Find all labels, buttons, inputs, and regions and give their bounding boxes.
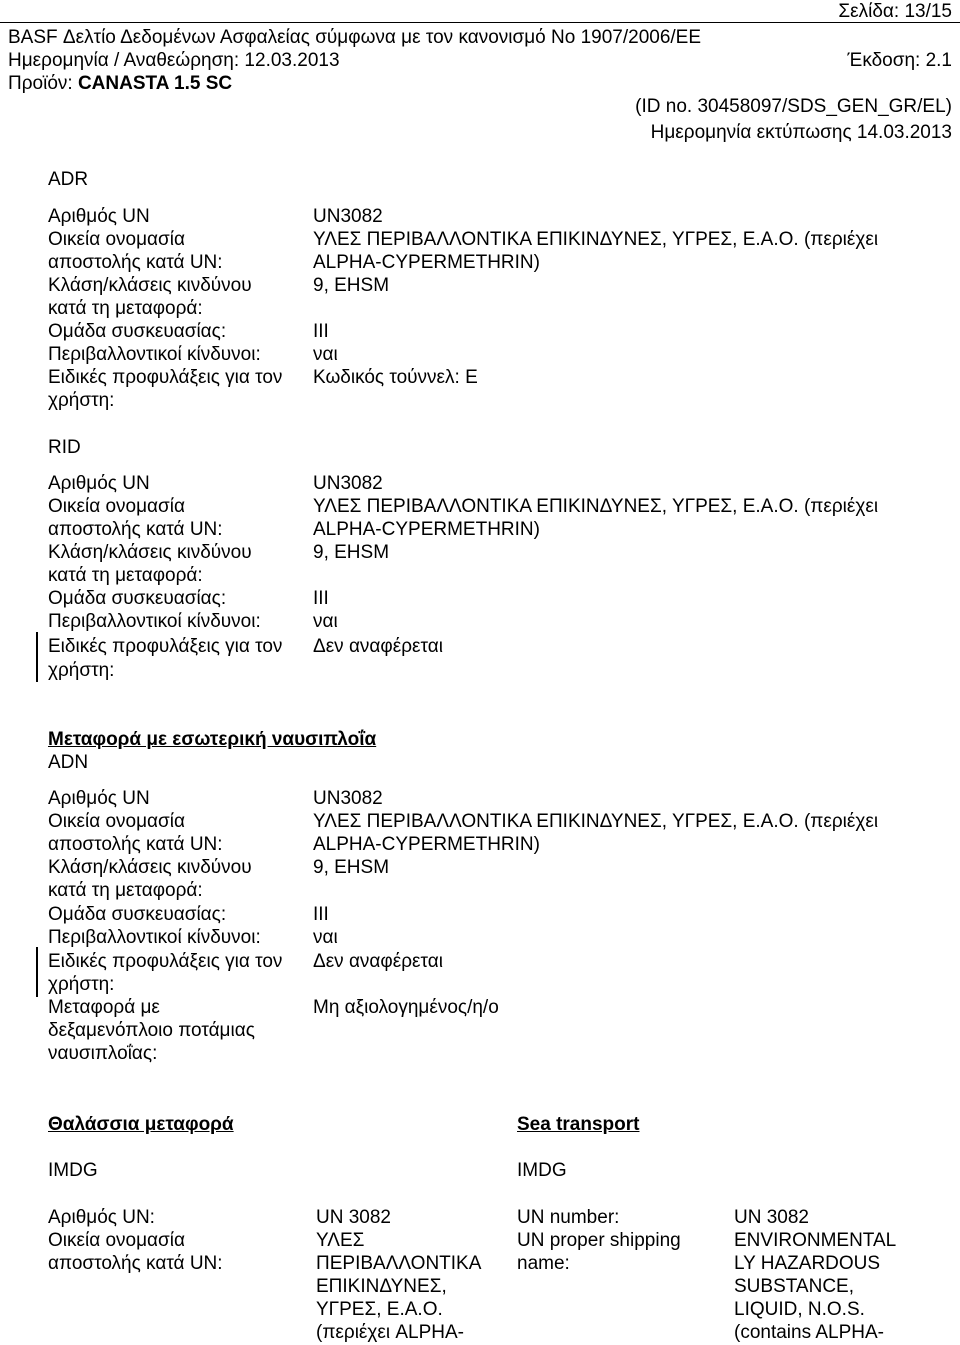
rid-value: 9, EHSM — [313, 542, 390, 563]
imdg-label-en: UN number: — [517, 1207, 620, 1228]
adn-label: αποστολής κατά UN: — [48, 834, 223, 855]
imdg-value-en: LIQUID, N.O.S. — [734, 1299, 865, 1320]
adr-label: χρήστη: — [48, 390, 115, 411]
adr-value: 9, EHSM — [313, 275, 390, 296]
imdg-heading-en: IMDG — [517, 1160, 567, 1181]
adn-label: Οικεία ονομασία — [48, 811, 185, 832]
adn-label: Κλάση/κλάσεις κινδύνου — [48, 857, 252, 878]
adr-label: Περιβαλλοντικοί κίνδυνοι: — [48, 344, 261, 365]
rid-value: III — [313, 588, 329, 609]
rid-value: ΥΛΕΣ ΠΕΡΙΒΑΛΛΟΝΤΙΚΑ ΕΠΙΚΙΝΔΥΝΕΣ, ΥΓΡΕΣ, Ε.Α.Ο. (περιέχει — [313, 496, 879, 517]
header-rule — [0, 22, 960, 23]
adr-value: ναι — [313, 344, 338, 365]
adr-label: Κλάση/κλάσεις κινδύνου — [48, 275, 252, 296]
rid-label: Αριθμός UN — [48, 473, 150, 494]
imdg-value-en: SUBSTANCE, — [734, 1276, 855, 1297]
rid-label: Περιβαλλοντικοί κίνδυνοι: — [48, 611, 261, 632]
imdg-value-en: UN 3082 — [734, 1207, 809, 1228]
adr-heading: ADR — [48, 169, 89, 190]
adr-label: κατά τη μεταφορά: — [48, 298, 203, 319]
imdg-value-en: LY HAZARDOUS — [734, 1253, 881, 1274]
rid-value: Δεν αναφέρεται — [313, 636, 443, 657]
adn-heading: ADN — [48, 752, 89, 773]
imdg-label: αποστολής κατά UN: — [48, 1253, 223, 1274]
rid-label: Ομάδα συσκευασίας: — [48, 588, 227, 609]
imdg-label-en: UN proper shipping — [517, 1230, 681, 1251]
imdg-value-en: ENVIRONMENTAL — [734, 1230, 897, 1251]
adn-value: ALPHA-CYPERMETHRIN) — [313, 834, 540, 855]
adn-value: Μη αξιολογημένος/η/ο — [313, 997, 499, 1018]
imdg-label: Οικεία ονομασία — [48, 1230, 185, 1251]
document-title: BASF Δελτίο Δεδομένων Ασφαλείας σύμφωνα με τον κανονισμό No 1907/2006/ΕΕ — [8, 27, 702, 48]
imdg-value: (περιέχει ALPHA- — [316, 1322, 464, 1343]
imdg-heading: IMDG — [48, 1160, 98, 1181]
imdg-value: ΥΓΡΕΣ, Ε.Α.Ο. — [316, 1299, 443, 1320]
adn-label: Ομάδα συσκευασίας: — [48, 904, 227, 925]
rid-label: αποστολής κατά UN: — [48, 519, 223, 540]
product-line — [8, 72, 232, 95]
adn-value: III — [313, 904, 329, 925]
adn-label: χρήστη: — [48, 974, 115, 995]
rid-label: Κλάση/κλάσεις κινδύνου — [48, 542, 252, 563]
adr-label: Ειδικές προφυλάξεις για τον — [48, 367, 283, 388]
adn-label: Μεταφορά με — [48, 997, 160, 1018]
sea-section-title: Θαλάσσια μεταφορά — [48, 1114, 234, 1135]
adr-label: Αριθμός UN — [48, 206, 150, 227]
page-number: Σελίδα: 13/15 — [838, 1, 952, 22]
adr-value: III — [313, 321, 329, 342]
adr-label: Ομάδα συσκευασίας: — [48, 321, 227, 342]
product-label: Προϊόν: — [8, 73, 78, 94]
rid-value: ALPHA-CYPERMETHRIN) — [313, 519, 540, 540]
rid-label: κατά τη μεταφορά: — [48, 565, 203, 586]
change-bar — [36, 632, 38, 682]
imdg-value: ΠΕΡΙΒΑΛΛΟΝΤΙΚΑ — [316, 1253, 482, 1274]
imdg-label: Αριθμός UN: — [48, 1207, 155, 1228]
imdg-value-en: (contains ALPHA- — [734, 1322, 884, 1343]
change-bar — [36, 947, 38, 997]
sea-section-title-en: Sea transport — [517, 1114, 640, 1135]
imdg-value: ΥΛΕΣ — [316, 1230, 365, 1251]
rid-value: UN3082 — [313, 473, 383, 494]
adr-value: ALPHA-CYPERMETHRIN) — [313, 252, 540, 273]
adn-value: Δεν αναφέρεται — [313, 951, 443, 972]
imdg-value: UN 3082 — [316, 1207, 391, 1228]
adn-value: UN3082 — [313, 788, 383, 809]
adn-label: δεξαμενόπλοιο ποτάμιας — [48, 1020, 255, 1041]
product-name: CANASTA 1.5 SC — [77, 73, 233, 94]
rid-value: ναι — [313, 611, 338, 632]
adn-value: ναι — [313, 927, 338, 948]
adr-value: ΥΛΕΣ ΠΕΡΙΒΑΛΛΟΝΤΙΚΑ ΕΠΙΚΙΝΔΥΝΕΣ, ΥΓΡΕΣ, Ε.Α.Ο. (περιέχει — [313, 229, 879, 250]
rid-label: Ειδικές προφυλάξεις για τον — [48, 636, 283, 657]
print-date: Ημερομηνία εκτύπωσης 14.03.2013 — [650, 122, 952, 143]
document-id: (ID no. 30458097/SDS_GEN_GR/EL) — [635, 96, 952, 117]
adr-value: UN3082 — [313, 206, 383, 227]
version: Έκδοση: 2.1 — [847, 50, 952, 71]
adn-label: ναυσιπλοΐας: — [48, 1043, 158, 1064]
rid-label: χρήστη: — [48, 660, 115, 681]
adn-value: 9, EHSM — [313, 857, 390, 878]
adr-label: Οικεία ονομασία — [48, 229, 185, 250]
adn-label: Περιβαλλοντικοί κίνδυνοι: — [48, 927, 261, 948]
rid-label: Οικεία ονομασία — [48, 496, 185, 517]
adn-label: κατά τη μεταφορά: — [48, 880, 203, 901]
rid-heading: RID — [48, 437, 81, 458]
adr-value: Κωδικός τούννελ: E — [313, 367, 478, 388]
adn-label: Αριθμός UN — [48, 788, 150, 809]
adn-value: ΥΛΕΣ ΠΕΡΙΒΑΛΛΟΝΤΙΚΑ ΕΠΙΚΙΝΔΥΝΕΣ, ΥΓΡΕΣ, Ε.Α.Ο. (περιέχει — [313, 811, 879, 832]
imdg-value: ΕΠΙΚΙΝΔΥΝΕΣ, — [316, 1276, 447, 1297]
adn-label: Ειδικές προφυλάξεις για τον — [48, 951, 283, 972]
inland-section-title: Μεταφορά με εσωτερική ναυσιπλοΐα — [48, 729, 377, 750]
revision-date: Ημερομηνία / Αναθεώρηση: 12.03.2013 — [8, 50, 340, 71]
adr-label: αποστολής κατά UN: — [48, 252, 223, 273]
imdg-label-en: name: — [517, 1253, 570, 1274]
